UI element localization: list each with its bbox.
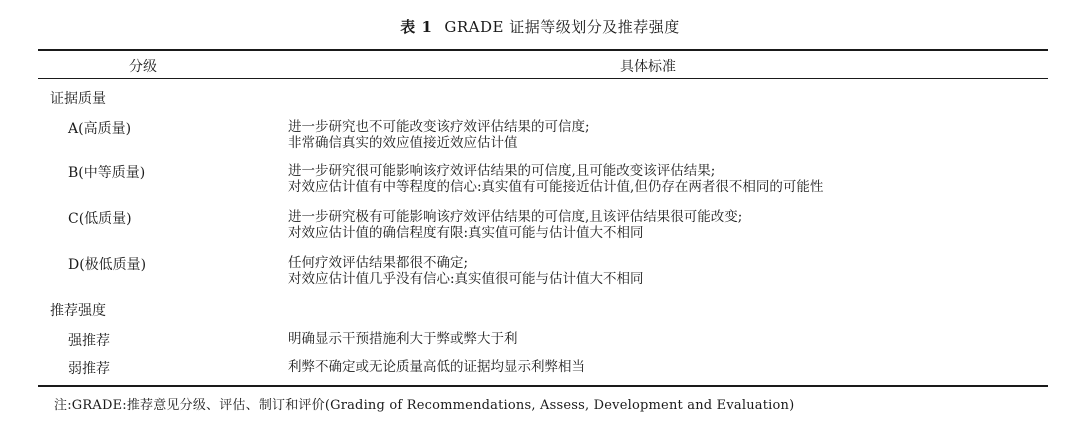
level-c: C(低质量) [68,211,132,227]
header-rule [38,78,1048,79]
level-weak: 弱推荐 [68,361,110,377]
top-rule [38,49,1048,51]
criteria-line: 进一步研究极有可能影响该疗效评估结果的可信度,且该评估结果很可能改变; [288,209,743,225]
criteria-weak [288,359,585,375]
level-strong: 强推荐 [68,333,110,349]
criteria-a [288,119,590,151]
criteria-c [288,209,742,241]
header-criteria: 具体标准 [620,59,676,75]
criteria-d [288,255,644,287]
criteria-line: 进一步研究也不可能改变该疗效评估结果的可信度; [288,119,590,135]
level-a: A(高质量) [68,121,132,137]
bottom-rule [38,385,1048,387]
table-title-text: GRADE 证据等级划分及推荐强度 [444,18,680,36]
table-footnote: 注:GRADE:推荐意见分级、评估、制订和评价(Grading of Recommendations, Assess, Development and Evaluation) [54,398,795,413]
criteria-strong [288,331,518,347]
criteria-line: 进一步研究很可能影响该疗效评估结果的可信度,且可能改变该评估结果; [288,163,716,179]
criteria-line: 对效应估计值有中等程度的信心:真实值有可能接近估计值,但仍存在两者很不相同的可能性 [288,179,824,195]
criteria-line: 对效应估计值几乎没有信心:真实值很可能与估计值大不相同 [288,271,644,287]
criteria-b [288,163,823,195]
section-label-evidence-quality: 证据质量 [50,91,106,107]
criteria-line: 对效应估计值的确信程度有限:真实值可能与估计值大不相同 [288,225,644,241]
table-title [0,16,1080,37]
header-grade: 分级 [129,59,157,75]
criteria-line: 明确显示干预措施利大于弊或弊大于利 [288,331,518,347]
level-d: D(极低质量) [68,257,147,273]
table-number: 表 1 [400,18,433,36]
criteria-line: 任何疗效评估结果都很不确定; [288,255,469,271]
section-label-recommendation-strength: 推荐强度 [50,303,106,319]
criteria-line: 非常确信真实的效应值接近效应估计值 [288,135,518,151]
criteria-line: 利弊不确定或无论质量高低的证据均显示利弊相当 [288,359,585,375]
level-b: B(中等质量) [68,165,146,181]
